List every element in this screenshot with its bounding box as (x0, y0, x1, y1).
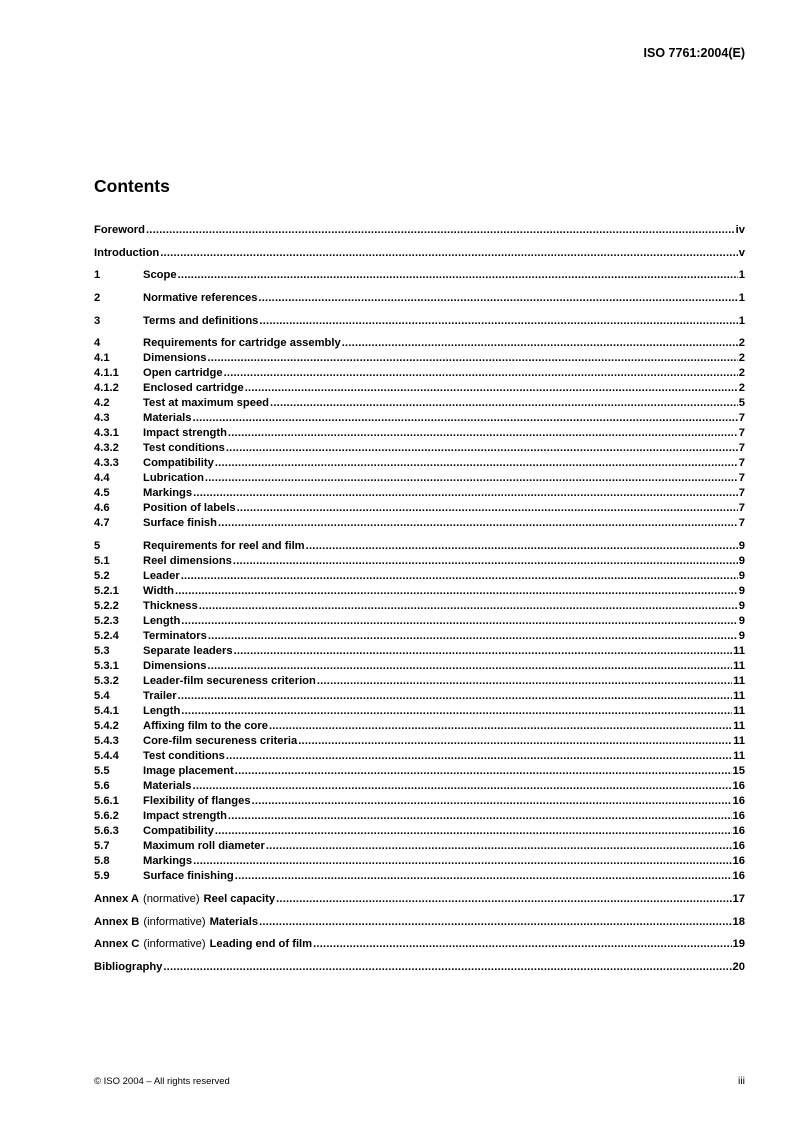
toc-entry-title: Annex B (94, 915, 140, 928)
toc-dot-leader (224, 366, 738, 381)
toc-entry-title: Thickness (143, 600, 198, 613)
toc-entry[interactable] (94, 892, 745, 907)
toc-dot-leader (226, 749, 732, 764)
toc-entry[interactable] (94, 268, 745, 283)
toc-entry[interactable] (94, 501, 745, 516)
toc-entry-number: 5.6.1 (94, 795, 119, 808)
toc-entry-title-group (143, 411, 192, 426)
toc-entry-page: 16 (732, 870, 745, 883)
toc-entry[interactable] (94, 960, 745, 975)
toc-entry-title-group (94, 937, 312, 952)
toc-entry-title-group (143, 869, 234, 884)
toc-entry[interactable] (94, 584, 745, 599)
toc-entry-title: Test conditions (143, 442, 225, 455)
toc-entry-title: Test conditions (143, 750, 225, 763)
toc-entry-title-group (143, 629, 207, 644)
toc-entry[interactable] (94, 824, 745, 839)
table-of-contents (94, 223, 745, 975)
toc-entry-title: Leader (143, 570, 180, 583)
toc-entry-annex-title: Leading end of film (209, 938, 313, 951)
toc-entry-page: 11 (733, 750, 745, 763)
toc-entry-title-group (143, 659, 206, 674)
toc-entry[interactable] (94, 839, 745, 854)
toc-entry[interactable] (94, 659, 745, 674)
toc-entry-number: 4 (94, 337, 101, 350)
toc-entry-title: Leader-film secureness criterion (143, 675, 316, 688)
toc-entry-number: 5.3.2 (94, 675, 119, 688)
toc-entry-number: 5.3.1 (94, 660, 119, 673)
toc-entry[interactable] (94, 869, 745, 884)
toc-entry-page: 19 (732, 938, 745, 951)
toc-entry-title-group (143, 644, 233, 659)
toc-entry-annex-type: (informative) (143, 915, 206, 928)
toc-entry-page: 2 (738, 382, 745, 395)
toc-entry-page: 16 (732, 780, 745, 793)
toc-dot-leader (245, 381, 738, 396)
toc-entry-annex-type: (informative) (143, 938, 206, 951)
toc-entry-page: 11 (733, 675, 745, 688)
toc-entry-title-group (143, 501, 236, 516)
toc-entry-page: 9 (738, 630, 745, 643)
toc-entry[interactable] (94, 704, 745, 719)
toc-entry-page: 5 (738, 397, 745, 410)
toc-entry-title: Separate leaders (143, 645, 233, 658)
toc-entry-number: 4.5 (94, 487, 110, 500)
toc-entry-title: Image placement (143, 765, 234, 778)
toc-entry-number: 5.2.4 (94, 630, 119, 643)
toc-entry-title: Length (143, 615, 181, 628)
toc-entry[interactable] (94, 569, 745, 584)
toc-entry-number: 5.3 (94, 645, 110, 658)
toc-entry[interactable] (94, 644, 745, 659)
toc-entry-title-group (143, 584, 174, 599)
toc-entry-title: Materials (143, 412, 192, 425)
toc-entry-page: 2 (738, 367, 745, 380)
toc-entry-page: 18 (732, 915, 745, 928)
toc-entry-number: 1 (94, 269, 101, 282)
toc-entry-page: 7 (738, 457, 745, 470)
toc-entry-page: 7 (738, 427, 745, 440)
toc-entry-title-group (143, 599, 198, 614)
toc-entry-title-group (143, 854, 192, 869)
toc-entry[interactable] (94, 794, 745, 809)
toc-entry[interactable] (94, 426, 745, 441)
toc-entry-number: 4.7 (94, 517, 110, 530)
toc-entry[interactable] (94, 456, 745, 471)
toc-entry-page: 9 (738, 540, 745, 553)
toc-entry-number: 5.5 (94, 765, 110, 778)
toc-entry[interactable] (94, 629, 745, 644)
toc-entry[interactable] (94, 734, 745, 749)
toc-entry-title: Core-film secureness criteria (143, 735, 298, 748)
toc-entry-title: Bibliography (94, 960, 163, 973)
toc-entry[interactable] (94, 291, 745, 306)
toc-entry-number: 4.2 (94, 397, 110, 410)
toc-entry-title-group (143, 351, 206, 366)
toc-entry[interactable] (94, 366, 745, 381)
toc-dot-leader (215, 456, 738, 471)
toc-entry-page: 15 (732, 765, 745, 778)
toc-entry-page: iv (735, 224, 745, 236)
toc-entry-title: Requirements for cartridge assembly (143, 337, 341, 350)
toc-dot-leader (175, 584, 738, 599)
toc-entry-title: Normative references (143, 292, 258, 305)
toc-dot-leader (146, 223, 735, 238)
toc-entry-number: 4.6 (94, 502, 110, 515)
toc-entry[interactable] (94, 246, 745, 261)
toc-entry-title-group (143, 614, 180, 629)
document-id: ISO 7761:2004(E) (643, 46, 745, 60)
toc-dot-leader (235, 869, 732, 884)
toc-entry-title-group (94, 892, 275, 907)
toc-entry[interactable] (94, 441, 745, 456)
toc-entry-number: 5 (94, 540, 101, 553)
toc-entry[interactable] (94, 937, 745, 952)
toc-entry[interactable] (94, 381, 745, 396)
toc-entry-number: 5.4.4 (94, 750, 119, 763)
toc-entry-number: 5.4.3 (94, 735, 119, 748)
toc-dot-leader (205, 471, 738, 486)
toc-dot-leader (207, 351, 737, 366)
toc-dot-leader (181, 569, 738, 584)
toc-entry-title-group (143, 314, 258, 329)
toc-entry[interactable] (94, 486, 745, 501)
toc-entry-title-group (143, 569, 180, 584)
toc-dot-leader (193, 779, 732, 794)
toc-entry-title-group (143, 336, 341, 351)
toc-entry-number: 4.1.2 (94, 382, 119, 395)
toc-entry-number: 5.6.3 (94, 825, 119, 838)
toc-dot-leader (193, 486, 738, 501)
toc-entry-title-group (143, 794, 251, 809)
toc-entry-title-group (143, 441, 225, 456)
toc-entry-number: 4.1.1 (94, 367, 119, 380)
toc-entry-page: 17 (732, 892, 745, 905)
toc-dot-leader (181, 614, 737, 629)
toc-entry-number: 5.1 (94, 555, 110, 568)
toc-entry-number: 5.6.2 (94, 810, 119, 823)
contents-heading: Contents (94, 176, 170, 196)
toc-entry-page: 16 (732, 840, 745, 853)
toc-entry-title-group (143, 539, 305, 554)
toc-entry[interactable] (94, 351, 745, 366)
toc-dot-leader (160, 246, 738, 261)
toc-entry-title-group (143, 689, 177, 704)
toc-entry-number: 4.3 (94, 412, 110, 425)
toc-entry-title: Terminators (143, 630, 207, 643)
toc-dot-leader (218, 516, 738, 531)
toc-entry-title-group (143, 674, 316, 689)
toc-entry-title-group (143, 396, 269, 411)
toc-entry-title-group (94, 960, 162, 975)
toc-entry-number: 4.3.3 (94, 457, 119, 470)
toc-entry-title: Compatibility (143, 457, 214, 470)
toc-entry-title: Position of labels (143, 502, 236, 515)
toc-entry-title: Surface finish (143, 517, 217, 530)
toc-entry-title-group (143, 719, 268, 734)
toc-entry-title: Markings (143, 487, 193, 500)
toc-dot-leader (317, 674, 732, 689)
toc-entry-title-group (143, 471, 204, 486)
toc-entry-number: 2 (94, 292, 101, 305)
toc-entry[interactable] (94, 336, 745, 351)
toc-dot-leader (313, 937, 731, 952)
toc-entry-page: 9 (738, 615, 745, 628)
toc-entry-number: 5.7 (94, 840, 110, 853)
toc-dot-leader (193, 411, 738, 426)
toc-entry-title-group (143, 824, 214, 839)
toc-entry-page: 11 (733, 720, 745, 733)
toc-entry[interactable] (94, 396, 745, 411)
toc-entry-page: 7 (738, 502, 745, 515)
toc-entry-page: 7 (738, 442, 745, 455)
toc-entry[interactable] (94, 674, 745, 689)
toc-dot-leader (298, 734, 732, 749)
toc-entry-page: v (738, 246, 745, 259)
page-number: iii (738, 1075, 745, 1087)
toc-entry-title: Annex A (94, 892, 139, 905)
toc-entry-title-group (143, 268, 177, 283)
toc-entry-page: 16 (732, 855, 745, 868)
toc-entry-title-group (143, 381, 244, 396)
toc-entry[interactable] (94, 614, 745, 629)
toc-entry-title: Scope (143, 269, 177, 282)
toc-entry[interactable] (94, 915, 745, 930)
toc-dot-leader (342, 336, 738, 351)
toc-entry-annex-title: Reel capacity (203, 892, 276, 905)
toc-entry-page: 9 (738, 555, 745, 568)
toc-entry-number: 5.4 (94, 690, 110, 703)
toc-entry-title: Reel dimensions (143, 555, 232, 568)
toc-entry-page: 1 (738, 269, 745, 282)
toc-dot-leader (178, 689, 733, 704)
toc-entry-number: 3 (94, 314, 101, 327)
toc-entry[interactable] (94, 599, 745, 614)
toc-entry-title-group (143, 291, 257, 306)
toc-entry[interactable] (94, 689, 745, 704)
toc-entry[interactable] (94, 539, 745, 554)
toc-entry-annex-type: (normative) (142, 892, 200, 905)
toc-entry-page: 7 (738, 472, 745, 485)
toc-entry-number: 5.2.3 (94, 615, 119, 628)
toc-entry-title: Dimensions (143, 660, 207, 673)
toc-dot-leader (228, 809, 732, 824)
toc-entry-page: 7 (738, 412, 745, 425)
toc-entry-title: Markings (143, 855, 193, 868)
toc-entry-title-group (143, 764, 234, 779)
toc-entry-title-group (94, 223, 145, 238)
toc-entry[interactable] (94, 516, 745, 531)
toc-entry-number: 5.4.1 (94, 705, 119, 718)
toc-dot-leader (234, 644, 733, 659)
toc-entry-page: 11 (733, 660, 745, 673)
toc-entry-page: 9 (738, 600, 745, 613)
toc-dot-leader (237, 501, 738, 516)
toc-entry-page: 9 (738, 585, 745, 598)
toc-entry-title: Introduction (94, 246, 160, 259)
toc-dot-leader (181, 704, 732, 719)
toc-dot-leader (259, 314, 737, 329)
toc-entry-title: Test at maximum speed (143, 397, 270, 410)
toc-entry-title: Impact strength (143, 810, 227, 823)
toc-entry-title: Lubrication (143, 472, 204, 485)
toc-entry[interactable] (94, 554, 745, 569)
toc-entry-page: 2 (738, 337, 745, 350)
toc-entry-title-group (143, 456, 214, 471)
toc-entry-number: 5.6 (94, 780, 110, 793)
toc-entry-title: Enclosed cartridge (143, 382, 244, 395)
toc-dot-leader (163, 960, 731, 975)
toc-entry-page: 1 (738, 292, 745, 305)
toc-entry-title: Dimensions (143, 352, 207, 365)
toc-entry-number: 4.3.1 (94, 427, 119, 440)
toc-entry-title-group (143, 839, 265, 854)
toc-entry-number: 4.1 (94, 352, 110, 365)
toc-entry-page: 11 (733, 735, 745, 748)
copyright-notice: © ISO 2004 – All rights reserved (94, 1076, 230, 1087)
toc-entry-title-group (94, 915, 258, 930)
toc-entry[interactable] (94, 411, 745, 426)
toc-entry[interactable] (94, 223, 745, 238)
toc-entry-number: 5.2.2 (94, 600, 119, 613)
toc-dot-leader (269, 719, 732, 734)
toc-entry-page: 11 (733, 705, 745, 718)
toc-dot-leader (306, 539, 738, 554)
toc-entry-title: Annex C (94, 938, 140, 951)
toc-entry-number: 4.4 (94, 472, 110, 485)
toc-entry-title-group (143, 704, 180, 719)
toc-entry-number: 5.2.1 (94, 585, 119, 598)
toc-entry-number: 4.3.2 (94, 442, 119, 455)
toc-entry-page: 2 (738, 352, 745, 365)
toc-dot-leader (235, 764, 732, 779)
toc-dot-leader (207, 659, 732, 674)
toc-entry-title-group (143, 779, 192, 794)
toc-entry-page: 20 (732, 960, 745, 973)
toc-entry[interactable] (94, 719, 745, 734)
toc-entry-title: Affixing film to the core (143, 720, 268, 733)
toc-entry-number: 5.4.2 (94, 720, 119, 733)
toc-entry-page: 16 (732, 825, 745, 838)
toc-entry-title: Flexibility of flanges (143, 795, 251, 808)
toc-dot-leader (199, 599, 738, 614)
toc-entry-title: Width (143, 585, 174, 598)
toc-entry-page: 11 (733, 645, 745, 658)
toc-entry-title: Compatibility (143, 825, 214, 838)
toc-entry[interactable] (94, 779, 745, 794)
toc-entry-title: Impact strength (143, 427, 227, 440)
toc-dot-leader (276, 892, 731, 907)
toc-entry-title: Terms and definitions (143, 314, 259, 327)
toc-dot-leader (252, 794, 732, 809)
toc-entry-title-group (143, 516, 217, 531)
toc-entry-title-group (143, 809, 227, 824)
toc-entry-number: 5.2 (94, 570, 110, 583)
toc-entry-title: Length (143, 705, 181, 718)
toc-entry-title: Materials (143, 780, 192, 793)
toc-entry-page: 7 (738, 487, 745, 500)
toc-dot-leader (178, 268, 738, 283)
toc-dot-leader (258, 291, 737, 306)
toc-entry-page: 11 (733, 690, 745, 703)
toc-entry-page: 16 (732, 795, 745, 808)
toc-dot-leader (259, 915, 731, 930)
toc-entry-title-group (143, 486, 192, 501)
toc-entry[interactable] (94, 314, 745, 329)
toc-entry-title-group (143, 366, 223, 381)
toc-entry-title: Trailer (143, 690, 177, 703)
toc-entry-title-group (143, 749, 225, 764)
toc-dot-leader (270, 396, 738, 411)
toc-entry[interactable] (94, 809, 745, 824)
toc-entry-page: 9 (738, 570, 745, 583)
toc-entry-title: Open cartridge (143, 367, 223, 380)
toc-entry-page: 1 (738, 314, 745, 327)
toc-entry-title-group (143, 426, 227, 441)
toc-entry-title: Foreword (94, 224, 145, 236)
toc-dot-leader (233, 554, 738, 569)
toc-dot-leader (226, 441, 738, 456)
toc-entry-page: 16 (732, 810, 745, 823)
toc-entry-title: Surface finishing (143, 870, 234, 883)
toc-dot-leader (208, 629, 738, 644)
toc-entry[interactable] (94, 471, 745, 486)
toc-entry[interactable] (94, 854, 745, 869)
toc-entry-title: Maximum roll diameter (143, 840, 265, 853)
toc-entry-number: 5.9 (94, 870, 110, 883)
toc-dot-leader (266, 839, 732, 854)
toc-entry-title-group (143, 554, 232, 569)
toc-entry-page: 7 (738, 517, 745, 530)
toc-entry-title-group (143, 734, 297, 749)
toc-entry-number: 5.8 (94, 855, 110, 868)
toc-entry-title: Requirements for reel and film (143, 540, 305, 553)
toc-dot-leader (193, 854, 731, 869)
toc-entry[interactable] (94, 749, 745, 764)
toc-dot-leader (228, 426, 738, 441)
toc-entry[interactable] (94, 764, 745, 779)
toc-entry-annex-title: Materials (209, 915, 259, 928)
toc-entry-title-group (94, 246, 159, 261)
toc-dot-leader (215, 824, 732, 839)
